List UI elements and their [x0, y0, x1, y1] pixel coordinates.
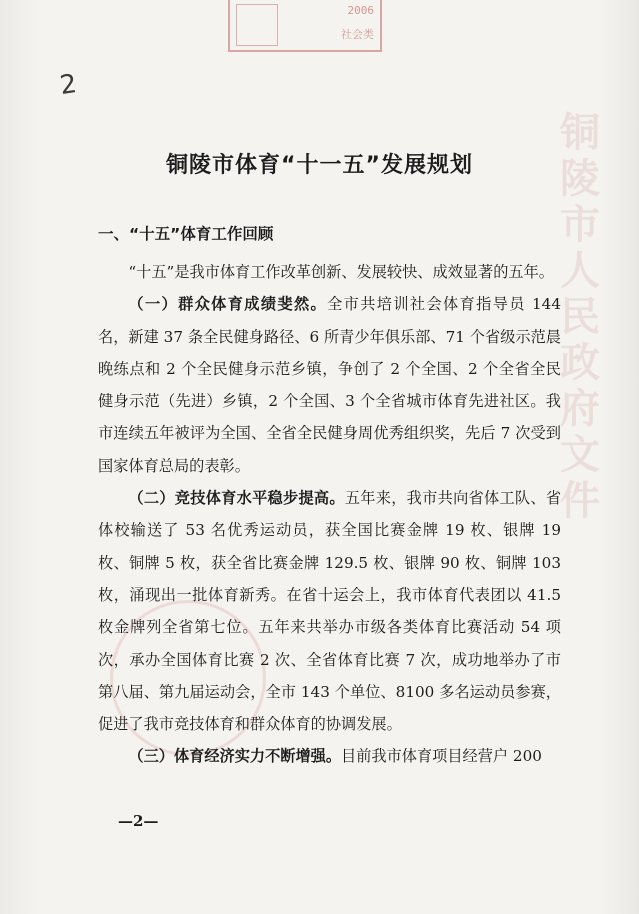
paragraph-lead: （三）体育经济实力不断增强。 — [128, 747, 342, 766]
paragraph-text: 五年来，我市共向省体工队、省体校输送了 53 名优秀运动员，获全国比赛金牌 19 枚、银牌 19 枚、铜牌 5 枚，获全省比赛金牌 129.5 枚、银牌 90 枚、铜牌 103 枚，涌现出一批体育新秀。在省十运会上，我市体育代表团以 41.5 枚金牌列全省第七位。五年来共举办市级各类体育比赛活动 54 项次，承办全国体育比赛 2 次、全省体育比赛 7 次，成功地举办了市第八届、第九届运动会，全市 143 个单位、8100 多名运动员参赛，促进了我市竞技体育和群众体育的协调发展。 — [98, 489, 562, 734]
bleed-through-header: 铜陵市人民政府文件 — [560, 110, 600, 524]
paragraph-lead: （一）群众体育成绩斐然。 — [128, 295, 328, 314]
document-body — [98, 256, 561, 773]
handwritten-mark: 2 — [57, 68, 79, 102]
paragraph-mass-sports — [98, 288, 561, 482]
stamp-label: 社会类 — [341, 28, 374, 41]
paragraph-competitive-sports — [98, 482, 561, 740]
page-number: —2— — [118, 812, 159, 830]
paragraph-lead: （二）竞技体育水平稳步提高。 — [128, 489, 345, 508]
section-heading: 一、“十五”体育工作回顾 — [98, 225, 274, 243]
stamp-number: 2006 — [347, 4, 374, 17]
intro-paragraph: “十五”是我市体育工作改革创新、发展较快、成效显著的五年。 — [128, 263, 554, 281]
stamp-box — [236, 4, 278, 46]
paragraph-text: 全市共培训社会体育指导员 144 名，新建 37 条全民健身路径、6 所青少年俱乐部、71 个省级示范晨晚练点和 2 个全民健身示范乡镇，争创了 2 个全国、2 个全省全民健身示范（先进）乡镇，2 个全国、3 个全省城市体育先进社区。我市连续五年被评为全国、全省全民健身周优秀组织奖，先后 7 次受到国家体育总局的表彰。 — [98, 295, 562, 475]
paragraph-sports-economy — [98, 740, 561, 772]
document-title: 铜陵市体育“十一五”发展规划 — [166, 153, 473, 178]
paragraph-text: 目前我市体育项目经营户 200 — [341, 747, 542, 766]
receipt-stamp — [228, 0, 382, 52]
